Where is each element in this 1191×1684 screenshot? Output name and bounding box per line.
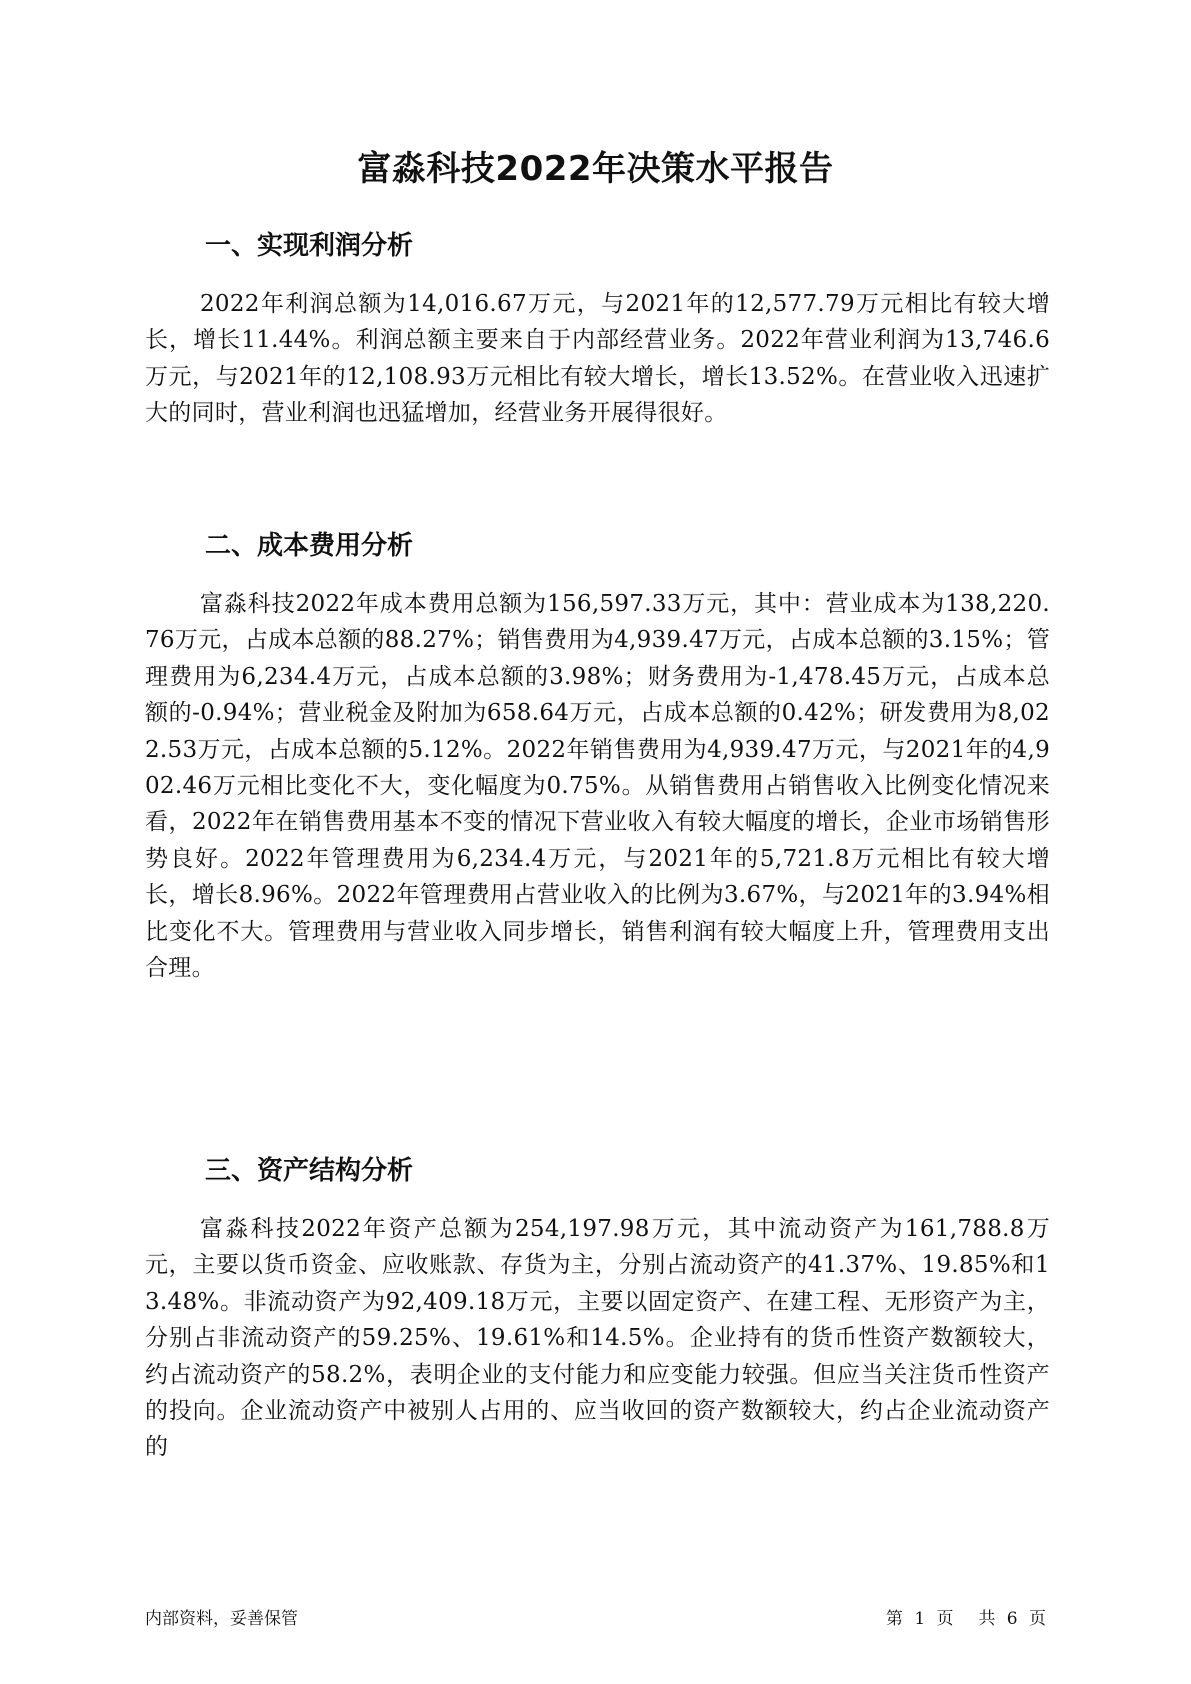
section-paragraph: 富淼科技2022年成本费用总额为156,597.33万元，其中：营业成本为138,220.76万元，占成本总额的88.27%；销售费用为4,939.47万元，占成本总额的3.15%；管理费用为6,234.4万元，占成本总额的3.98%；财务费用为-1,478.45万元，占成本总额的-0.94%；营业税金及附加为658.64万元，占成本总额的0.42%；研发费用为8,022.53万元，占成本总额的5.12%。2022年销售费用为4,939.47万元，与2021年的4,902.46万元相比变化不大，变化幅度为0.75%。从销售费用占销售收入比例变化情况来看，2022年在销售费用基本不变的情况下营业收入有较大幅度的增长，企业市场销售形势良好。2022年管理费用为6,234.4万元，与2021年的5,721.8万元相比有较大增长，增长8.96%。2022年管理费用占营业收入的比例为3.67%，与2021年的3.94%相比变化不大。管理费用与营业收入同步增长，销售利润有较大幅度上升，管理费用支出合理。 [145, 591, 1050, 982]
footer-confidential-note: 内部资料，妥善保管 [145, 1609, 298, 1629]
total-suffix: 页 [1029, 1609, 1046, 1629]
document-title: 富淼科技2022年决策水平报告 [357, 149, 834, 189]
total-prefix: 共 [978, 1609, 996, 1629]
page-prefix: 第 [885, 1609, 903, 1629]
section-profit-analysis [145, 226, 1050, 432]
section-paragraph: 富淼科技2022年资产总额为254,197.98万元，其中流动资产为161,788.8万元，主要以货币资金、应收账款、存货为主，分别占流动资产的41.37%、19.85%和13.48%。非流动资产为92,409.18万元，主要以固定资产、在建工程、无形资产为主，分别占非流动资产的59.25%、19.61%和14.5%。企业持有的货币性资产数额较大，约占流动资产的58.2%，表明企业的支付能力和应变能力较强。但应当关注货币性资产的投向。企业流动资产中被别人占用的、应当收回的资产数额较大，约占企业流动资产的 [145, 1216, 1050, 1461]
page-total: 6 [1006, 1609, 1018, 1629]
footer-page-number [886, 1606, 1046, 1632]
section-asset-structure-analysis [145, 1151, 1050, 1466]
section-heading: 一、实现利润分析 [205, 231, 414, 261]
section-heading: 二、成本费用分析 [205, 531, 414, 561]
section-heading: 三、资产结构分析 [205, 1156, 414, 1186]
page-current: 1 [914, 1609, 926, 1629]
section-paragraph: 2022年利润总额为14,016.67万元，与2021年的12,577.79万元相比有较大增长，增长11.44%。利润总额主要来自于内部经营业务。2022年营业利润为13,746.6万元，与2021年的12,108.93万元相比有较大增长，增长13.52%。在营业收入迅速扩大的同时，营业利润也迅猛增加，经营业务开展得很好。 [145, 291, 1050, 427]
section-cost-analysis [145, 526, 1050, 986]
page-suffix: 页 [936, 1609, 954, 1629]
